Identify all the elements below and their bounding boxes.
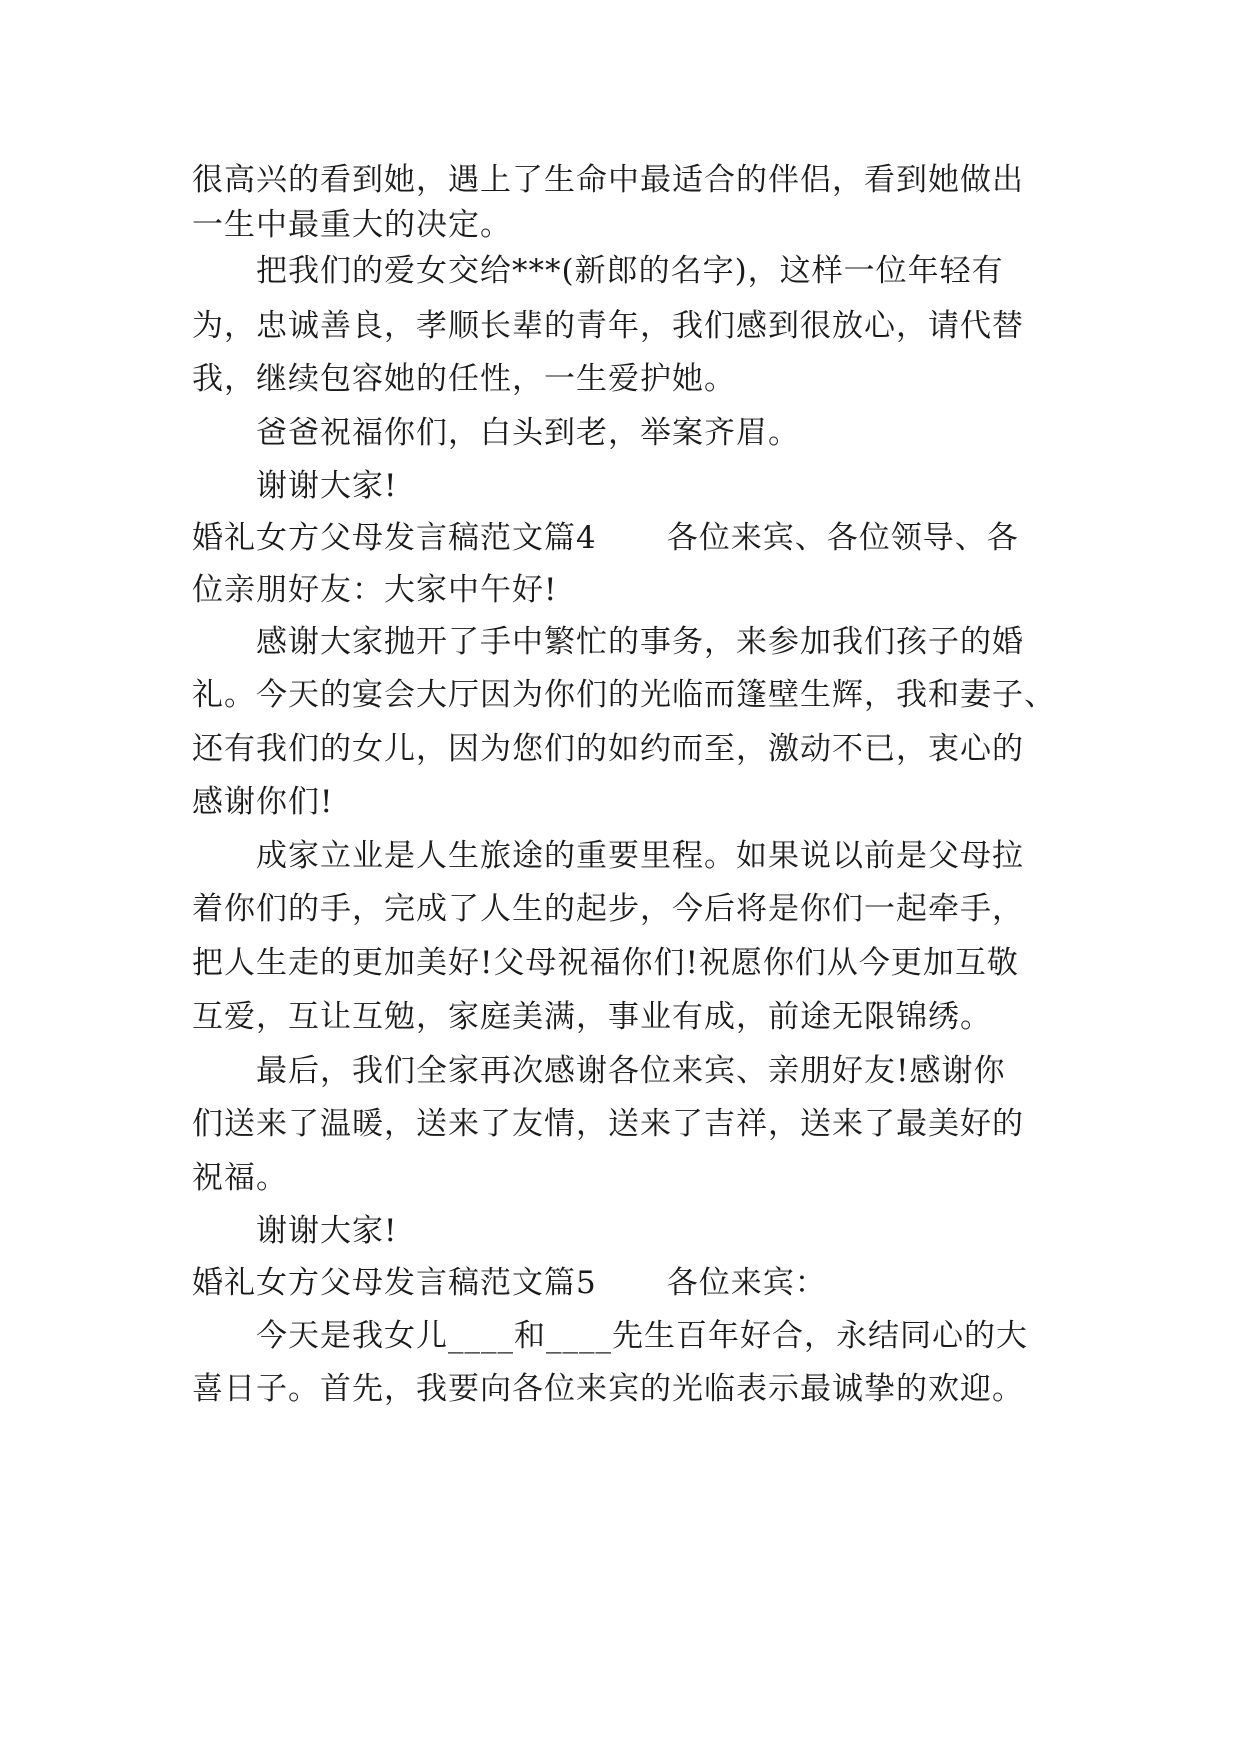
greeting-text: 各位来宾： — [666, 1265, 827, 1301]
paragraph-line: 我，继续包容她的任性，一生爱护她。 — [192, 361, 736, 397]
section-heading: 婚礼女方父母发言稿范文篇4 — [192, 520, 597, 556]
paragraph-line: 爸爸祝福你们，白头到老，举案齐眉。 — [256, 415, 800, 451]
paragraph-line: 礼。今天的宴会大厅因为你们的光临而篷壁生辉，我和妻子、 — [192, 677, 1056, 713]
paragraph-line: 们送来了温暖，送来了友情，送来了吉祥，送来了最美好的 — [192, 1106, 1024, 1142]
paragraph-line: 位亲朋好友：大家中午好! — [192, 572, 558, 608]
section-heading-row — [192, 518, 1019, 558]
paragraph-line: 把我们的爱女交给***(新郎的名字)，这样一位年轻有 — [256, 253, 1004, 289]
closing-line: 谢谢大家! — [256, 1213, 398, 1249]
section-heading: 婚礼女方父母发言稿范文篇5 — [192, 1265, 597, 1301]
paragraph-line: 感谢你们! — [192, 784, 334, 820]
paragraph-line: 成家立业是人生旅途的重要里程。如果说以前是父母拉 — [256, 838, 1024, 874]
paragraph-line: 还有我们的女儿，因为您们的如约而至，激动不已，衷心的 — [192, 731, 1024, 767]
paragraph-line: 很高兴的看到她，遇上了生命中最适合的伴侣，看到她做出 — [192, 162, 1024, 198]
section-heading-row — [192, 1263, 827, 1303]
paragraph-line: 互爱，互让互勉，家庭美满，事业有成，前途无限锦绣。 — [192, 999, 992, 1035]
paragraph-line: 为，忠诚善良，孝顺长辈的青年，我们感到很放心，请代替 — [192, 308, 1024, 344]
paragraph-line: 把人生走的更加美好!父母祝福你们!祝愿你们从今更加互敬 — [192, 945, 1019, 981]
paragraph-line: 一生中最重大的决定。 — [192, 207, 512, 243]
paragraph-line: 着你们的手，完成了人生的起步，今后将是你们一起牵手， — [192, 891, 1024, 927]
paragraph-line: 喜日子。首先，我要向各位来宾的光临表示最诚挚的欢迎。 — [192, 1371, 1024, 1407]
greeting-text: 各位来宾、各位领导、各 — [666, 520, 1019, 556]
paragraph-line: 今天是我女儿____和____先生百年好合，永结同心的大 — [256, 1318, 1028, 1354]
paragraph-line: 祝福。 — [192, 1160, 288, 1196]
paragraph-line: 最后，我们全家再次感谢各位来宾、亲朋好友!感谢你 — [256, 1053, 1006, 1089]
paragraph-line: 感谢大家抛开了手中繁忙的事务，来参加我们孩子的婚 — [256, 624, 1024, 660]
closing-line: 谢谢大家! — [256, 468, 398, 504]
